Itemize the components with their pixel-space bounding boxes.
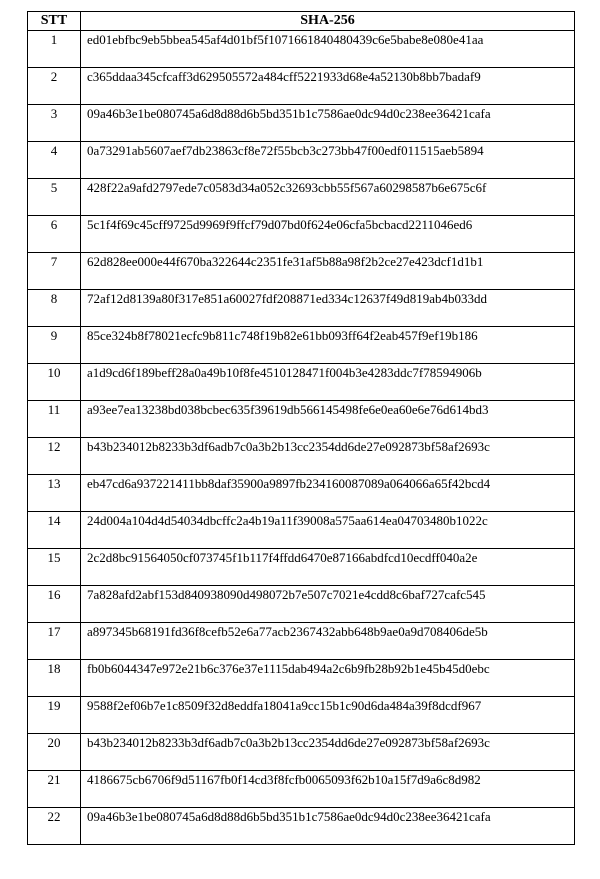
row-stt-cell: 22 (28, 808, 81, 845)
row-stt-cell: 10 (28, 364, 81, 401)
row-stt-cell: 1 (28, 31, 81, 68)
table-row (28, 401, 575, 438)
table-body (28, 31, 575, 845)
row-stt-cell: 13 (28, 475, 81, 512)
row-stt-cell: 14 (28, 512, 81, 549)
row-hash-cell: b43b234012b8233b3df6adb7c0a3b2b13cc2354dd6de27e092873bf58af2693c (81, 438, 575, 475)
row-hash-cell: a93ee7ea13238bd038bcbec635f39619db566145498fe6e0ea60e6e76d614bd3 (81, 401, 575, 438)
row-stt-cell: 12 (28, 438, 81, 475)
row-stt-cell: 11 (28, 401, 81, 438)
table-row (28, 364, 575, 401)
row-stt-cell: 5 (28, 179, 81, 216)
table-row (28, 734, 575, 771)
header-stt: STT (28, 12, 81, 31)
row-stt-cell: 8 (28, 290, 81, 327)
row-hash-cell: 09a46b3e1be080745a6d8d88d6b5bd351b1c7586ae0dc94d0c238ee36421cafa (81, 808, 575, 845)
row-hash-cell: 4186675cb6706f9d51167fb0f14cd3f8fcfb0065093f62b10a15f7d9a6c8d982 (81, 771, 575, 808)
sha256-table (27, 11, 575, 845)
row-hash-cell: b43b234012b8233b3df6adb7c0a3b2b13cc2354dd6de27e092873bf58af2693c (81, 734, 575, 771)
row-hash-cell: c365ddaa345cfcaff3d629505572a484cff5221933d68e4a52130b8bb7badaf9 (81, 68, 575, 105)
table-row (28, 660, 575, 697)
table-row (28, 179, 575, 216)
table-row (28, 586, 575, 623)
table-row (28, 697, 575, 734)
row-stt-cell: 7 (28, 253, 81, 290)
row-stt-cell: 17 (28, 623, 81, 660)
row-hash-cell: 09a46b3e1be080745a6d8d88d6b5bd351b1c7586ae0dc94d0c238ee36421cafa (81, 105, 575, 142)
table-row (28, 31, 575, 68)
row-stt-cell: 20 (28, 734, 81, 771)
table-row (28, 68, 575, 105)
row-stt-cell: 21 (28, 771, 81, 808)
row-stt-cell: 4 (28, 142, 81, 179)
row-hash-cell: 24d004a104d4d54034dbcffc2a4b19a11f39008a575aa614ea04703480b1022c (81, 512, 575, 549)
row-stt-cell: 18 (28, 660, 81, 697)
row-hash-cell: 85ce324b8f78021ecfc9b811c748f19b82e61bb093ff64f2eab457f9ef19b186 (81, 327, 575, 364)
row-stt-cell: 2 (28, 68, 81, 105)
table-row (28, 216, 575, 253)
table-row (28, 290, 575, 327)
table-row (28, 512, 575, 549)
table-row (28, 142, 575, 179)
row-hash-cell: 9588f2ef06b7e1c8509f32d8eddfa18041a9cc15b1c90d6da484a39f8dcdf967 (81, 697, 575, 734)
table-row (28, 549, 575, 586)
row-stt-cell: 9 (28, 327, 81, 364)
row-hash-cell: 428f22a9afd2797ede7c0583d34a052c32693cbb55f567a60298587b6e675c6f (81, 179, 575, 216)
row-hash-cell: 0a73291ab5607aef7db23863cf8e72f55bcb3c273bb47f00edf011515aeb5894 (81, 142, 575, 179)
table-row (28, 475, 575, 512)
row-stt-cell: 16 (28, 586, 81, 623)
table-row (28, 253, 575, 290)
row-stt-cell: 6 (28, 216, 81, 253)
row-hash-cell: 62d828ee000e44f670ba322644c2351fe31af5b88a98f2b2ce27e423dcf1d1b1 (81, 253, 575, 290)
table-row (28, 327, 575, 364)
row-stt-cell: 15 (28, 549, 81, 586)
row-hash-cell: eb47cd6a937221411bb8daf35900a9897fb234160087089a064066a65f42bcd4 (81, 475, 575, 512)
header-sha256: SHA-256 (81, 12, 575, 31)
table-row (28, 623, 575, 660)
row-hash-cell: a1d9cd6f189beff28a0a49b10f8fe4510128471f004b3e4283ddc7f78594906b (81, 364, 575, 401)
table-row (28, 808, 575, 845)
table-row (28, 105, 575, 142)
table-row (28, 771, 575, 808)
row-hash-cell: ed01ebfbc9eb5bbea545af4d01bf5f1071661840480439c6e5babe8e080e41aa (81, 31, 575, 68)
row-stt-cell: 3 (28, 105, 81, 142)
row-hash-cell: 72af12d8139a80f317e851a60027fdf208871ed334c12637f49d819ab4b033dd (81, 290, 575, 327)
row-stt-cell: 19 (28, 697, 81, 734)
table-header-row (28, 12, 575, 31)
row-hash-cell: a897345b68191fd36f8cefb52e6a77acb2367432abb648b9ae0a9d708406de5b (81, 623, 575, 660)
row-hash-cell: 2c2d8bc91564050cf073745f1b117f4ffdd6470e87166abdfcd10ecdff040a2e (81, 549, 575, 586)
row-hash-cell: 7a828afd2abf153d840938090d498072b7e507c7021e4cdd8c6baf727cafc545 (81, 586, 575, 623)
row-hash-cell: fb0b6044347e972e21b6c376e37e1115dab494a2c6b9fb28b92b1e45b45d0ebc (81, 660, 575, 697)
table-row (28, 438, 575, 475)
row-hash-cell: 5c1f4f69c45cff9725d9969f9ffcf79d07bd0f624e06cfa5bcbacd2211046ed6 (81, 216, 575, 253)
